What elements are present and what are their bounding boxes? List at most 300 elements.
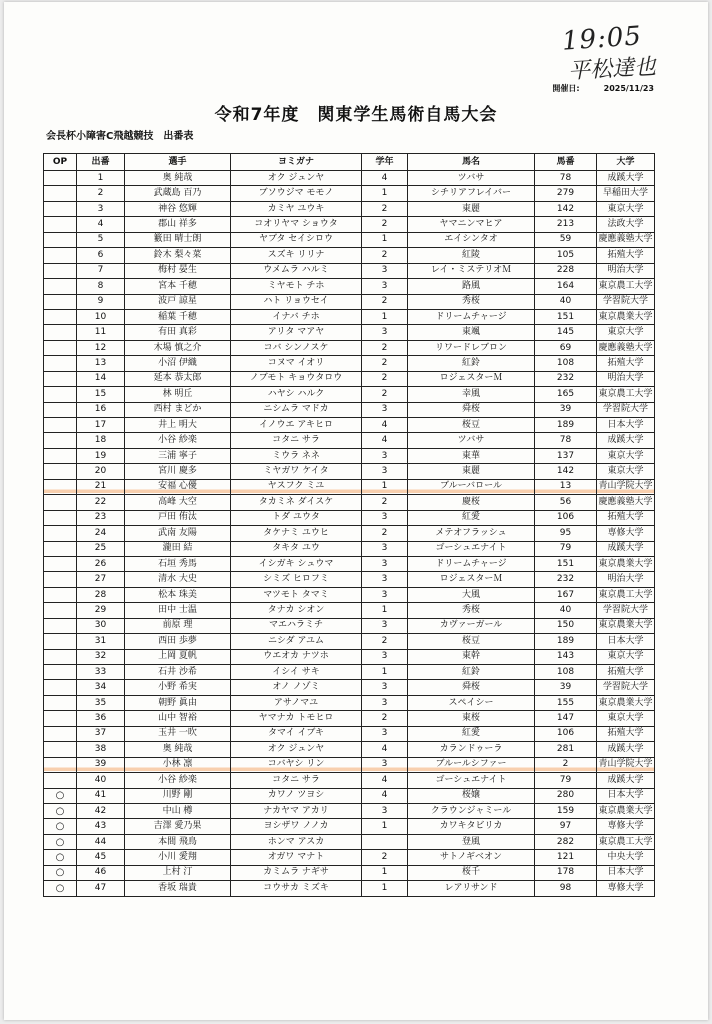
table-row bbox=[44, 711, 655, 726]
horse-number-cell: 78 bbox=[535, 171, 597, 186]
university-cell: 明治大学 bbox=[597, 572, 655, 587]
horse-cell: カランドゥーラ bbox=[408, 742, 535, 757]
reading-cell: マエハラミチ bbox=[231, 618, 362, 633]
rider-cell: 上岡 夏帆 bbox=[125, 649, 231, 664]
university-cell: 日本大学 bbox=[597, 865, 655, 880]
horse-number-cell: 213 bbox=[535, 217, 597, 232]
op-cell bbox=[44, 248, 77, 263]
grade-cell: 1 bbox=[362, 665, 408, 680]
rider-cell: 小谷 紗楽 bbox=[125, 433, 231, 448]
table-row bbox=[44, 649, 655, 664]
order-cell: 7 bbox=[77, 263, 125, 278]
order-cell: 23 bbox=[77, 510, 125, 525]
op-cell bbox=[44, 387, 77, 402]
university-cell: 成蹊大学 bbox=[597, 171, 655, 186]
horse-cell: 舜桜 bbox=[408, 402, 535, 417]
university-cell: 東京大学 bbox=[597, 201, 655, 216]
horse-number-cell: 79 bbox=[535, 773, 597, 788]
table-row bbox=[44, 850, 655, 865]
order-cell: 46 bbox=[77, 865, 125, 880]
reading-cell: オク ジュンヤ bbox=[231, 171, 362, 186]
reading-cell: ナカヤマ アカリ bbox=[231, 803, 362, 818]
grade-cell: 3 bbox=[362, 325, 408, 340]
horse-number-cell: 142 bbox=[535, 201, 597, 216]
university-cell: 拓殖大学 bbox=[597, 248, 655, 263]
university-cell: 慶應義塾大学 bbox=[597, 495, 655, 510]
rider-cell: 小川 愛翔 bbox=[125, 850, 231, 865]
university-cell: 東京農工大学 bbox=[597, 587, 655, 602]
horse-cell: 秀桜 bbox=[408, 603, 535, 618]
order-cell: 24 bbox=[77, 526, 125, 541]
reading-cell: ホンマ アスカ bbox=[231, 834, 362, 849]
grade-cell: 2 bbox=[362, 356, 408, 371]
horse-number-cell: 98 bbox=[535, 881, 597, 896]
horse-number-cell: 59 bbox=[535, 232, 597, 247]
reading-cell: ウメムラ ハルミ bbox=[231, 263, 362, 278]
rider-cell: 高峰 大空 bbox=[125, 495, 231, 510]
header-order: 出番 bbox=[77, 154, 125, 171]
university-cell: 拓殖大学 bbox=[597, 665, 655, 680]
university-cell: 東京大学 bbox=[597, 649, 655, 664]
op-cell bbox=[44, 495, 77, 510]
op-cell: ○ bbox=[44, 788, 77, 803]
university-cell: 学習院大学 bbox=[597, 603, 655, 618]
horse-cell: 紅愛 bbox=[408, 726, 535, 741]
horse-cell: 紅鈴 bbox=[408, 356, 535, 371]
table-row bbox=[44, 618, 655, 633]
rider-cell: 西村 まどか bbox=[125, 402, 231, 417]
table-row bbox=[44, 742, 655, 757]
op-cell bbox=[44, 325, 77, 340]
grade-cell bbox=[362, 834, 408, 849]
table-row bbox=[44, 402, 655, 417]
university-cell: 専修大学 bbox=[597, 526, 655, 541]
order-cell: 16 bbox=[77, 402, 125, 417]
reading-cell: タナカ シオン bbox=[231, 603, 362, 618]
table-row bbox=[44, 248, 655, 263]
table-row bbox=[44, 572, 655, 587]
horse-number-cell: 97 bbox=[535, 819, 597, 834]
reading-cell: ノブモト キョウタロウ bbox=[231, 371, 362, 386]
op-cell bbox=[44, 665, 77, 680]
horse-cell: 紅陵 bbox=[408, 248, 535, 263]
grade-cell: 2 bbox=[362, 340, 408, 355]
order-cell: 22 bbox=[77, 495, 125, 510]
horse-number-cell: 79 bbox=[535, 541, 597, 556]
order-cell: 33 bbox=[77, 665, 125, 680]
reading-cell: トダ ユウタ bbox=[231, 510, 362, 525]
grade-cell: 3 bbox=[362, 279, 408, 294]
header-grade: 学年 bbox=[362, 154, 408, 171]
order-cell: 6 bbox=[77, 248, 125, 263]
reading-cell: スズキ リリナ bbox=[231, 248, 362, 263]
horse-cell: 路風 bbox=[408, 279, 535, 294]
horse-number-cell: 159 bbox=[535, 803, 597, 818]
table-row bbox=[44, 232, 655, 247]
op-cell bbox=[44, 479, 77, 494]
rider-cell: 田中 士温 bbox=[125, 603, 231, 618]
header-horse-number: 馬番 bbox=[535, 154, 597, 171]
university-cell: 東京農業大学 bbox=[597, 695, 655, 710]
rider-cell: 郡山 祥多 bbox=[125, 217, 231, 232]
order-cell: 13 bbox=[77, 356, 125, 371]
university-cell: 学習院大学 bbox=[597, 402, 655, 417]
horse-cell: 秀桜 bbox=[408, 294, 535, 309]
page-subtitle: 会長杯小障害C飛越競技 出番表 bbox=[46, 131, 194, 142]
university-cell: 学習院大学 bbox=[597, 680, 655, 695]
op-cell bbox=[44, 618, 77, 633]
rider-cell: 林 明丘 bbox=[125, 387, 231, 402]
university-cell: 早稲田大学 bbox=[597, 186, 655, 201]
rider-cell: 宮本 千穂 bbox=[125, 279, 231, 294]
university-cell: 東京農業大学 bbox=[597, 618, 655, 633]
header-university: 大学 bbox=[597, 154, 655, 171]
reading-cell: タカミネ ダイスケ bbox=[231, 495, 362, 510]
university-cell: 拓殖大学 bbox=[597, 726, 655, 741]
header-reading: ヨミガナ bbox=[231, 154, 362, 171]
grade-cell: 1 bbox=[362, 603, 408, 618]
order-cell: 26 bbox=[77, 556, 125, 571]
horse-cell: 東麗 bbox=[408, 464, 535, 479]
grade-cell: 3 bbox=[362, 464, 408, 479]
op-cell bbox=[44, 217, 77, 232]
op-cell bbox=[44, 711, 77, 726]
rider-cell: 西田 歩夢 bbox=[125, 634, 231, 649]
university-cell: 中央大学 bbox=[597, 850, 655, 865]
reading-cell: シミズ ヒロフミ bbox=[231, 572, 362, 587]
rider-cell: 鈴木 梨々菜 bbox=[125, 248, 231, 263]
order-cell: 21 bbox=[77, 479, 125, 494]
grade-cell: 2 bbox=[362, 248, 408, 263]
reading-cell: ウエオカ ナツホ bbox=[231, 649, 362, 664]
horse-cell: ドリームチャージ bbox=[408, 556, 535, 571]
horse-cell: 舜桜 bbox=[408, 680, 535, 695]
table-row bbox=[44, 418, 655, 433]
university-cell: 日本大学 bbox=[597, 634, 655, 649]
horse-cell: スペイシー bbox=[408, 695, 535, 710]
table-row bbox=[44, 201, 655, 216]
op-cell bbox=[44, 757, 77, 772]
horse-cell: 大風 bbox=[408, 587, 535, 602]
order-cell: 44 bbox=[77, 834, 125, 849]
horse-cell: 東幹 bbox=[408, 649, 535, 664]
reading-cell: イノウエ アキヒロ bbox=[231, 418, 362, 433]
order-cell: 36 bbox=[77, 711, 125, 726]
horse-number-cell: 281 bbox=[535, 742, 597, 757]
horse-number-cell: 232 bbox=[535, 371, 597, 386]
rider-cell: 小沼 伊織 bbox=[125, 356, 231, 371]
op-cell bbox=[44, 279, 77, 294]
reading-cell: ミウラ ネネ bbox=[231, 448, 362, 463]
university-cell: 東京大学 bbox=[597, 464, 655, 479]
table-row bbox=[44, 634, 655, 649]
horse-number-cell: 167 bbox=[535, 587, 597, 602]
reading-cell: オノ ノゾミ bbox=[231, 680, 362, 695]
grade-cell: 2 bbox=[362, 201, 408, 216]
horse-number-cell: 143 bbox=[535, 649, 597, 664]
order-cell: 31 bbox=[77, 634, 125, 649]
order-cell: 34 bbox=[77, 680, 125, 695]
reading-cell: ヤスフク ミユ bbox=[231, 479, 362, 494]
op-cell bbox=[44, 171, 77, 186]
grade-cell: 3 bbox=[362, 556, 408, 571]
university-cell: 成蹊大学 bbox=[597, 433, 655, 448]
horse-number-cell: 151 bbox=[535, 556, 597, 571]
horse-cell: レイ・ミステリオＭ bbox=[408, 263, 535, 278]
op-cell bbox=[44, 726, 77, 741]
op-cell bbox=[44, 402, 77, 417]
order-cell: 1 bbox=[77, 171, 125, 186]
horse-cell: 紅鈴 bbox=[408, 665, 535, 680]
reading-cell: ヤマナカ トモヒロ bbox=[231, 711, 362, 726]
op-cell bbox=[44, 587, 77, 602]
rider-cell: 安福 心優 bbox=[125, 479, 231, 494]
rider-cell: 戸田 侑汰 bbox=[125, 510, 231, 525]
reading-cell: イシイ サキ bbox=[231, 665, 362, 680]
table-row bbox=[44, 665, 655, 680]
reading-cell: マツモト タマミ bbox=[231, 587, 362, 602]
rider-cell: 玉井 一吹 bbox=[125, 726, 231, 741]
table-row bbox=[44, 510, 655, 525]
grade-cell: 2 bbox=[362, 850, 408, 865]
grade-cell: 3 bbox=[362, 695, 408, 710]
university-cell: 専修大学 bbox=[597, 881, 655, 896]
table-row bbox=[44, 356, 655, 371]
order-cell: 47 bbox=[77, 881, 125, 896]
table-row bbox=[44, 834, 655, 849]
table-row bbox=[44, 309, 655, 324]
op-cell bbox=[44, 309, 77, 324]
grade-cell: 3 bbox=[362, 572, 408, 587]
horse-number-cell: 150 bbox=[535, 618, 597, 633]
grade-cell: 2 bbox=[362, 495, 408, 510]
order-cell: 3 bbox=[77, 201, 125, 216]
rider-cell: 吉澤 愛乃果 bbox=[125, 819, 231, 834]
horse-cell: ツバサ bbox=[408, 171, 535, 186]
horse-number-cell: 40 bbox=[535, 603, 597, 618]
order-cell: 38 bbox=[77, 742, 125, 757]
table-row bbox=[44, 556, 655, 571]
university-cell: 東京農業大学 bbox=[597, 803, 655, 818]
table-row bbox=[44, 433, 655, 448]
order-cell: 37 bbox=[77, 726, 125, 741]
table-row-highlighted bbox=[44, 479, 655, 494]
reading-cell: カミムラ ナギサ bbox=[231, 865, 362, 880]
order-cell: 25 bbox=[77, 541, 125, 556]
rider-cell: 小谷 紗楽 bbox=[125, 773, 231, 788]
rider-cell: 宮川 慶多 bbox=[125, 464, 231, 479]
order-cell: 8 bbox=[77, 279, 125, 294]
rider-cell: 小林 凛 bbox=[125, 757, 231, 772]
table-row bbox=[44, 788, 655, 803]
op-cell bbox=[44, 742, 77, 757]
reading-cell: アリタ マアヤ bbox=[231, 325, 362, 340]
grade-cell: 1 bbox=[362, 186, 408, 201]
rider-cell: 武蔵島 百乃 bbox=[125, 186, 231, 201]
horse-cell: ブルールシファー bbox=[408, 757, 535, 772]
university-cell: 学習院大学 bbox=[597, 294, 655, 309]
horse-number-cell: 147 bbox=[535, 711, 597, 726]
horse-cell: シチリアフレイバー bbox=[408, 186, 535, 201]
university-cell: 成蹊大学 bbox=[597, 541, 655, 556]
horse-number-cell: 106 bbox=[535, 726, 597, 741]
horse-number-cell: 165 bbox=[535, 387, 597, 402]
university-cell: 拓殖大学 bbox=[597, 356, 655, 371]
table-row bbox=[44, 495, 655, 510]
reading-cell: ミヤモト チホ bbox=[231, 279, 362, 294]
horse-cell: 紅愛 bbox=[408, 510, 535, 525]
rider-cell: 香坂 瑞貴 bbox=[125, 881, 231, 896]
horse-cell: 桜嬢 bbox=[408, 788, 535, 803]
op-cell bbox=[44, 371, 77, 386]
rider-cell: 石垣 秀馬 bbox=[125, 556, 231, 571]
horse-cell: 桜千 bbox=[408, 865, 535, 880]
horse-cell: 東颯 bbox=[408, 325, 535, 340]
table-row bbox=[44, 294, 655, 309]
grade-cell: 4 bbox=[362, 433, 408, 448]
table-row-highlighted bbox=[44, 757, 655, 772]
horse-cell: 東麗 bbox=[408, 201, 535, 216]
grade-cell: 3 bbox=[362, 803, 408, 818]
horse-number-cell: 228 bbox=[535, 263, 597, 278]
op-cell bbox=[44, 556, 77, 571]
rider-cell: 石井 沙希 bbox=[125, 665, 231, 680]
horse-number-cell: 108 bbox=[535, 356, 597, 371]
rider-cell: 武南 友陽 bbox=[125, 526, 231, 541]
horse-number-cell: 78 bbox=[535, 433, 597, 448]
reading-cell: タマイ イブキ bbox=[231, 726, 362, 741]
grade-cell: 2 bbox=[362, 387, 408, 402]
university-cell: 東京大学 bbox=[597, 711, 655, 726]
reading-cell: コウサカ ミズキ bbox=[231, 881, 362, 896]
university-cell: 慶應義塾大学 bbox=[597, 340, 655, 355]
university-cell: 東京大学 bbox=[597, 448, 655, 463]
university-cell: 法政大学 bbox=[597, 217, 655, 232]
horse-number-cell: 39 bbox=[535, 680, 597, 695]
table-row bbox=[44, 387, 655, 402]
table-row bbox=[44, 464, 655, 479]
order-cell: 27 bbox=[77, 572, 125, 587]
grade-cell: 3 bbox=[362, 726, 408, 741]
op-cell bbox=[44, 526, 77, 541]
reading-cell: オガワ マナト bbox=[231, 850, 362, 865]
table-row bbox=[44, 881, 655, 896]
grade-cell: 3 bbox=[362, 510, 408, 525]
order-cell: 17 bbox=[77, 418, 125, 433]
order-cell: 32 bbox=[77, 649, 125, 664]
op-cell bbox=[44, 448, 77, 463]
university-cell: 拓殖大学 bbox=[597, 510, 655, 525]
reading-cell: ミヤガワ ケイタ bbox=[231, 464, 362, 479]
horse-number-cell: 105 bbox=[535, 248, 597, 263]
rider-cell: 朝野 眞由 bbox=[125, 695, 231, 710]
grade-cell: 1 bbox=[362, 819, 408, 834]
horse-cell: リワードレブロン bbox=[408, 340, 535, 355]
grade-cell: 1 bbox=[362, 881, 408, 896]
horse-number-cell: 189 bbox=[535, 418, 597, 433]
grade-cell: 3 bbox=[362, 402, 408, 417]
order-cell: 2 bbox=[77, 186, 125, 201]
horse-number-cell: 151 bbox=[535, 309, 597, 324]
grade-cell: 4 bbox=[362, 171, 408, 186]
rider-cell: 山中 智裕 bbox=[125, 711, 231, 726]
reading-cell: イナバ チホ bbox=[231, 309, 362, 324]
order-cell: 40 bbox=[77, 773, 125, 788]
university-cell: 日本大学 bbox=[597, 788, 655, 803]
horse-number-cell: 39 bbox=[535, 402, 597, 417]
grade-cell: 3 bbox=[362, 263, 408, 278]
order-cell: 9 bbox=[77, 294, 125, 309]
page-title: 令和7年度 関東学生馬術自馬大会 bbox=[214, 105, 498, 125]
op-cell: ○ bbox=[44, 803, 77, 818]
grade-cell: 4 bbox=[362, 742, 408, 757]
grade-cell: 4 bbox=[362, 773, 408, 788]
header-op: OP bbox=[44, 154, 77, 171]
horse-number-cell: 106 bbox=[535, 510, 597, 525]
university-cell: 成蹊大学 bbox=[597, 742, 655, 757]
op-cell bbox=[44, 541, 77, 556]
rider-cell: 梅村 晏生 bbox=[125, 263, 231, 278]
university-cell: 明治大学 bbox=[597, 263, 655, 278]
order-cell: 5 bbox=[77, 232, 125, 247]
rider-cell: 奥 純哉 bbox=[125, 171, 231, 186]
table-row bbox=[44, 819, 655, 834]
rider-cell: 有田 真彩 bbox=[125, 325, 231, 340]
op-cell bbox=[44, 418, 77, 433]
horse-number-cell: 282 bbox=[535, 834, 597, 849]
grade-cell: 3 bbox=[362, 649, 408, 664]
university-cell: 青山学院大学 bbox=[597, 479, 655, 494]
header-horse: 馬名 bbox=[408, 154, 535, 171]
op-cell bbox=[44, 232, 77, 247]
table-row bbox=[44, 279, 655, 294]
rider-cell: 神谷 悠輝 bbox=[125, 201, 231, 216]
table-row bbox=[44, 171, 655, 186]
university-cell: 専修大学 bbox=[597, 819, 655, 834]
order-cell: 30 bbox=[77, 618, 125, 633]
reading-cell: カミヤ ユウキ bbox=[231, 201, 362, 216]
horse-cell: カヴァーガール bbox=[408, 618, 535, 633]
order-cell: 35 bbox=[77, 695, 125, 710]
university-cell: 日本大学 bbox=[597, 418, 655, 433]
horse-cell: ゴーシュエナイト bbox=[408, 541, 535, 556]
op-cell bbox=[44, 680, 77, 695]
grade-cell: 2 bbox=[362, 711, 408, 726]
handwritten-signature: 平松達也 bbox=[567, 54, 657, 85]
horse-number-cell: 2 bbox=[535, 757, 597, 772]
reading-cell: コタニ サラ bbox=[231, 773, 362, 788]
event-date bbox=[552, 83, 654, 94]
reading-cell: タキタ ユウ bbox=[231, 541, 362, 556]
order-cell: 10 bbox=[77, 309, 125, 324]
university-cell: 東京大学 bbox=[597, 325, 655, 340]
horse-cell: ツバサ bbox=[408, 433, 535, 448]
reading-cell: コオリヤマ ショウタ bbox=[231, 217, 362, 232]
rider-cell: 木場 慎之介 bbox=[125, 340, 231, 355]
op-cell bbox=[44, 649, 77, 664]
grade-cell: 3 bbox=[362, 587, 408, 602]
reading-cell: ヨシザワ ノノカ bbox=[231, 819, 362, 834]
horse-number-cell: 95 bbox=[535, 526, 597, 541]
horse-number-cell: 279 bbox=[535, 186, 597, 201]
op-cell bbox=[44, 433, 77, 448]
grade-cell: 2 bbox=[362, 526, 408, 541]
order-cell: 28 bbox=[77, 587, 125, 602]
reading-cell: ニシダ アユム bbox=[231, 634, 362, 649]
header-rider: 選手 bbox=[125, 154, 231, 171]
horse-cell: 登風 bbox=[408, 834, 535, 849]
grade-cell: 2 bbox=[362, 634, 408, 649]
